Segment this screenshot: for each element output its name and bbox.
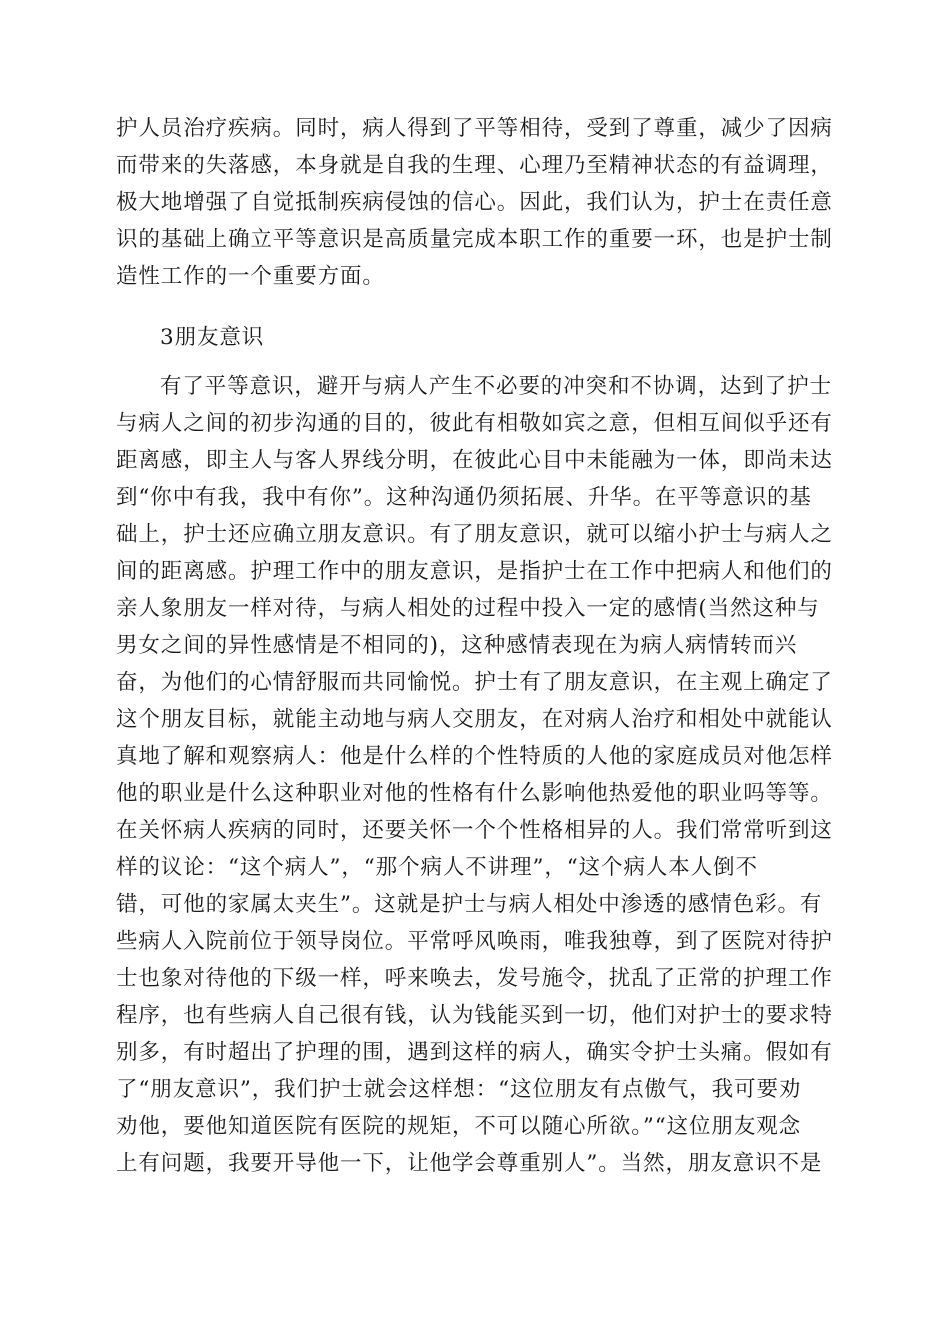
paragraph-line-8: 距离感，即主人与客人界线分明，在彼此心目中未能融为一体，即尚未达 bbox=[116, 448, 833, 473]
paragraph-line-6: 有了平等意识，避开与病人产生不必要的冲突和不协调，达到了护士 bbox=[160, 374, 833, 399]
paragraph-line-3: 极大地增强了自觉抵制疾病侵蚀的信心。因此，我们认为，护士在责任意 bbox=[116, 190, 833, 215]
paragraph-line-5: 造性工作的一个重要方面。 bbox=[116, 264, 385, 289]
paragraph-line-2: 而带来的失落感，本身就是自我的生理、心理乃至精神状态的有益调理， bbox=[116, 153, 833, 178]
paragraph-line-14: 奋，为他们的心情舒服而共同愉悦。护士有了朋友意识，在主观上确定了 bbox=[116, 670, 833, 695]
paragraph-line-17: 他的职业是什么这种职业对他的性格有什么影响他热爱他的职业吗等等。 bbox=[116, 781, 833, 806]
paragraph-line-4: 识的基础上确立平等意识是高质量完成本职工作的重要一环，也是护士制 bbox=[116, 227, 833, 252]
paragraph-line-13: 男女之间的异性感情是不相同的)，这种感情表现在为病人病情转而兴 bbox=[116, 633, 798, 658]
paragraph-line-27: 上有问题，我要开导他一下，让他学会尊重别人”。当然，朋友意识不是 bbox=[116, 1151, 823, 1176]
paragraph-line-26: 劝他，要他知道医院有医院的规矩，不可以随心所欲。”“这位朋友观念 bbox=[116, 1114, 802, 1139]
paragraph-line-16: 真地了解和观察病人：他是什么样的个性特质的人他的家庭成员对他怎样 bbox=[116, 744, 833, 769]
paragraph-line-10: 础上，护士还应确立朋友意识。有了朋友意识，就可以缩小护士与病人之 bbox=[116, 522, 833, 547]
paragraph-line-11: 间的距离感。护理工作中的朋友意识，是指护士在工作中把病人和他们的 bbox=[116, 559, 833, 584]
paragraph-line-7: 与病人之间的初步沟通的目的，彼此有相敬如宾之意，但相互间似乎还有 bbox=[116, 411, 833, 436]
paragraph-line-1: 护人员治疗疾病。同时，病人得到了平等相待，受到了尊重，减少了因病 bbox=[116, 116, 833, 141]
paragraph-line-12: 亲人象朋友一样对待，与病人相处的过程中投入一定的感情(当然这种与 bbox=[116, 596, 820, 621]
paragraph-line-9: 到“你中有我，我中有你”。这种沟通仍须拓展、升华。在平等意识的基 bbox=[116, 485, 812, 510]
paragraph-line-24: 别多，有时超出了护理的围，遇到这样的病人，确实令护士头痛。假如有 bbox=[116, 1040, 833, 1065]
paragraph-line-22: 士也象对待他的下级一样，呼来唤去，发号施令，扰乱了正常的护理工作 bbox=[116, 966, 833, 991]
paragraph-line-18: 在关怀病人疾病的同时，还要关怀一个个性格相异的人。我们常常听到这 bbox=[116, 818, 833, 843]
paragraph-line-25: 了“朋友意识”，我们护士就会这样想：“这位朋友有点傲气，我可要劝 bbox=[116, 1077, 802, 1102]
paragraph-line-19: 样的议论：“这个病人”，“那个病人不讲理”，“这个病人本人倒不 bbox=[116, 855, 758, 880]
paragraph-line-20: 错，可他的家属太夹生”。这就是护士与病人相处中渗透的感情色彩。有 bbox=[116, 892, 823, 917]
paragraph-line-23: 程序，也有些病人自己很有钱，认为钱能买到一切，他们对护士的要求特 bbox=[116, 1003, 833, 1028]
paragraph-line-15: 这个朋友目标，就能主动地与病人交朋友，在对病人治疗和相处中就能认 bbox=[116, 707, 833, 732]
paragraph-line-21: 些病人入院前位于领导岗位。平常呼风唤雨，唯我独尊，到了医院对待护 bbox=[116, 929, 833, 954]
section-heading: 3朋友意识 bbox=[160, 325, 265, 350]
